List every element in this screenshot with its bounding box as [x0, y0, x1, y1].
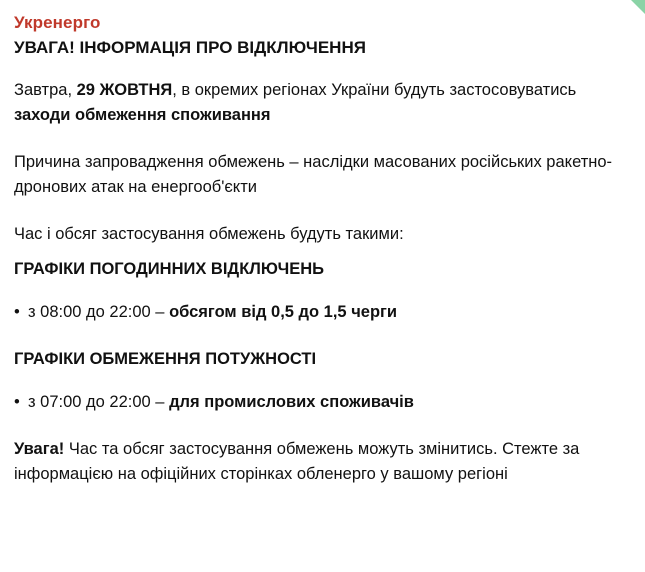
bullet-2-bold-consumers: для промислових споживачів — [169, 393, 414, 411]
bullet-hourly-outages-text — [28, 300, 397, 325]
paragraph-1-part-1: Завтра, — [14, 81, 77, 99]
paragraph-1-bold-measures: заходи обмеження споживання — [14, 106, 271, 124]
warning-label: Увага! — [14, 440, 65, 458]
bullet-power-limits-text — [28, 390, 414, 415]
bullet-power-limits — [14, 390, 629, 415]
paragraph-1-part-2: , в окремих регіонах України будуть застосовуватись — [172, 81, 577, 99]
bullet-dot-icon: • — [14, 303, 20, 321]
paragraph-1-bold-date: 29 ЖОВТНЯ — [76, 81, 173, 99]
paragraph-time-volume: Час і обсяг застосування обмежень будуть такими: — [14, 225, 404, 243]
section-title-hourly-outages: ГРАФІКИ ПОГОДИННИХ ВІДКЛЮЧЕНЬ — [14, 260, 325, 278]
paragraph-reason: Причина запровадження обмежень – наслідки масованих російських ракетно-дронових атак на енергооб'єкти — [14, 153, 613, 196]
bullet-1-time-range: з 08:00 до 22:00 – — [28, 303, 170, 321]
bullet-1-bold-volume: обсягом від 0,5 до 1,5 черги — [169, 303, 398, 321]
warning-text: Час та обсяг застосування обмежень можуть змінитись. Стежте за інформацією на офіційних сторінках обленерго у вашому регіоні — [14, 440, 580, 483]
paragraph-schedule-intro — [14, 78, 629, 128]
bullet-2-time-range: з 07:00 до 22:00 – — [28, 393, 170, 411]
post-headline: УВАГА! ІНФОРМАЦІЯ ПРО ВІДКЛЮЧЕННЯ — [14, 38, 366, 57]
channel-name: Укренерго — [14, 13, 101, 32]
bullet-hourly-outages — [14, 300, 629, 325]
section-title-power-limits: ГРАФІКИ ОБМЕЖЕННЯ ПОТУЖНОСТІ — [14, 350, 317, 368]
paragraph-warning — [14, 437, 629, 487]
bullet-dot-icon: • — [14, 393, 20, 411]
corner-accent-icon — [631, 0, 645, 14]
